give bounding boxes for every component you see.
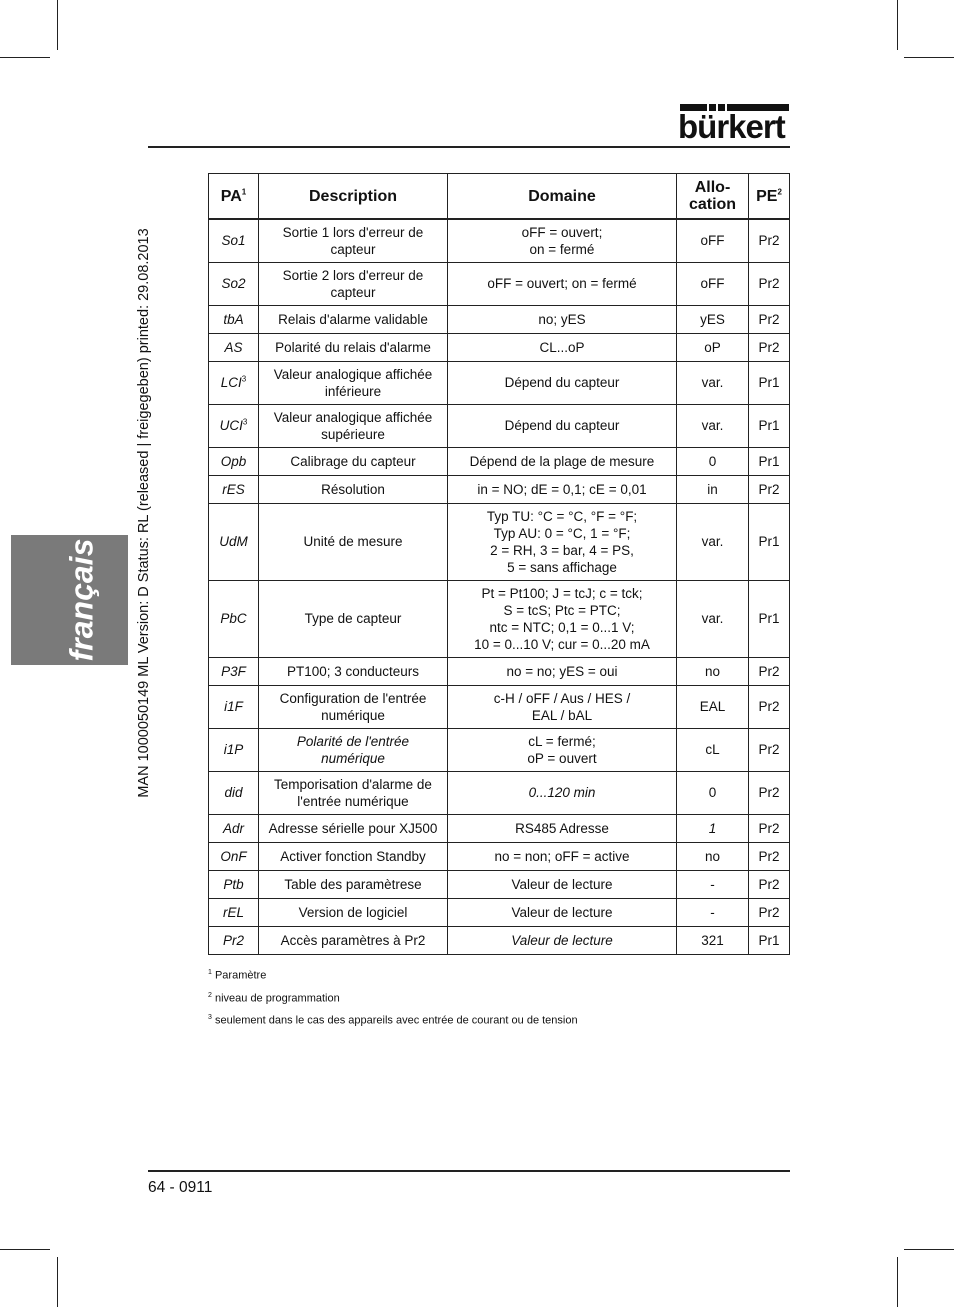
cell-description	[259, 447, 448, 475]
cell-description	[259, 771, 448, 814]
footnote-ref: 1	[241, 187, 247, 197]
allocation-value: cL	[705, 742, 720, 757]
cell-pa	[209, 404, 259, 447]
cell-allocation	[677, 898, 749, 926]
dom-line: Valeur de lecture	[511, 904, 613, 920]
table-row	[209, 685, 790, 728]
crop-mark	[904, 57, 954, 58]
desc-line: numérique	[321, 750, 385, 766]
cell-pe	[749, 842, 790, 870]
header-rule	[148, 146, 790, 148]
footnote-text: Paramètre	[214, 969, 267, 982]
desc-line: Type de capteur	[304, 611, 402, 626]
pe-value: Pr2	[758, 663, 780, 679]
dom-line: S = tcS; Ptc = PTC;	[503, 602, 621, 618]
cell-description	[259, 404, 448, 447]
cell-domaine	[448, 475, 677, 503]
cell-description	[259, 580, 448, 657]
pa-code: Ptb	[223, 876, 244, 892]
cell-pa	[209, 305, 259, 333]
cell-pa	[209, 333, 259, 361]
desc-line: Activer fonction Standby	[280, 848, 426, 864]
cell-description	[259, 305, 448, 333]
cell-allocation	[677, 404, 749, 447]
dom-line: 5 = sans affichage	[507, 559, 617, 575]
pe-value: Pr2	[758, 785, 780, 800]
desc-line: Relais d'alarme validable	[278, 311, 428, 327]
table-header-row	[209, 174, 790, 220]
table-row	[209, 657, 790, 685]
pe-value: Pr1	[758, 375, 780, 390]
cell-pe	[749, 685, 790, 728]
allocation-value: no	[704, 663, 721, 679]
pa-code: Pr2	[222, 932, 244, 948]
pe-value: Pr1	[758, 418, 780, 433]
desc-line: Résolution	[321, 481, 385, 497]
table-row	[209, 503, 790, 580]
pe-value: Pr2	[758, 481, 780, 497]
desc-line: capteur	[330, 241, 376, 257]
desc-line: Configuration de l'entrée	[279, 690, 427, 706]
dom-line: RS485 Adresse	[515, 820, 609, 836]
pe-value: Pr2	[758, 311, 780, 327]
dom-line: Valeur de lecture	[511, 876, 613, 892]
pe-value: Pr2	[758, 848, 780, 864]
cell-domaine	[448, 404, 677, 447]
allocation-value: oFF	[700, 233, 725, 249]
desc-line: Valeur analogique affichée	[273, 409, 433, 425]
document-status-line: MAN 1000050149 ML Version: D Status: RL (released | freigegeben) printed: 29.08.2013	[136, 228, 152, 798]
footnote-text: niveau de programmation	[214, 992, 340, 1005]
cell-allocation	[677, 728, 749, 771]
cell-allocation	[677, 503, 749, 580]
pa-code: So2	[221, 276, 246, 291]
dom-line: c-H / oFF / Aus / HES /	[493, 690, 631, 706]
cell-pe	[749, 305, 790, 333]
cell-domaine	[448, 657, 677, 685]
cell-allocation	[677, 870, 749, 898]
cell-description	[259, 361, 448, 404]
pa-code: Opb	[220, 453, 247, 469]
cell-pe	[749, 447, 790, 475]
table-row	[209, 842, 790, 870]
allocation-value: var.	[701, 611, 724, 626]
allocation-value: 321	[701, 932, 724, 948]
footnote-number: 3	[208, 1014, 212, 1022]
logo-text: bürkert	[678, 108, 785, 145]
crop-mark	[897, 1257, 898, 1307]
table-row	[209, 926, 790, 954]
dom-line: oP = ouvert	[527, 750, 597, 766]
cell-description	[259, 870, 448, 898]
cell-description	[259, 728, 448, 771]
table-row	[209, 219, 790, 262]
cell-domaine	[448, 361, 677, 404]
pa-code: rES	[222, 481, 245, 497]
dom-line: on = fermé	[529, 241, 595, 257]
cell-pe	[749, 771, 790, 814]
desc-line: inférieure	[324, 383, 382, 399]
cell-allocation	[677, 771, 749, 814]
header-allocation-line: cation	[688, 196, 737, 213]
allocation-value: -	[710, 876, 715, 892]
footnote	[208, 963, 578, 986]
cell-description	[259, 657, 448, 685]
footer-rule	[148, 1170, 790, 1172]
cell-pe	[749, 333, 790, 361]
cell-pa	[209, 503, 259, 580]
crop-mark	[57, 0, 58, 50]
desc-line: Temporisation d'alarme de	[274, 776, 432, 792]
cell-pe	[749, 657, 790, 685]
dom-line: Pt = Pt100; J = tcJ; c = tck;	[481, 585, 643, 601]
cell-pa	[209, 842, 259, 870]
cell-pe	[749, 814, 790, 842]
cell-description	[259, 333, 448, 361]
cell-allocation	[677, 447, 749, 475]
header-domaine: Domaine	[448, 174, 677, 220]
pe-value: Pr2	[758, 233, 780, 249]
cell-description	[259, 842, 448, 870]
dom-line: in = NO; dE = 0,1; cE = 0,01	[477, 481, 647, 497]
allocation-value: EAL	[699, 699, 726, 714]
cell-allocation	[677, 305, 749, 333]
header-allocation	[677, 174, 749, 220]
cell-domaine	[448, 728, 677, 771]
pe-value: Pr2	[758, 276, 780, 291]
cell-domaine	[448, 898, 677, 926]
desc-line: Calibrage du capteur	[290, 453, 416, 469]
cell-domaine	[448, 870, 677, 898]
cell-allocation	[677, 685, 749, 728]
dom-line: EAL / bAL	[531, 707, 593, 723]
pe-value: Pr2	[758, 339, 780, 355]
pa-code: So1	[221, 233, 246, 249]
cell-description	[259, 685, 448, 728]
cell-allocation	[677, 361, 749, 404]
cell-domaine	[448, 771, 677, 814]
allocation-value: yES	[700, 311, 725, 327]
dom-line: 0...120 min	[528, 785, 596, 800]
cell-allocation	[677, 814, 749, 842]
footnote-ref: 3	[242, 417, 248, 427]
table-row	[209, 447, 790, 475]
desc-line: Valeur analogique affichée	[273, 366, 433, 382]
pa-code: i1F	[224, 699, 243, 714]
cell-allocation	[677, 842, 749, 870]
dom-line: no; yES	[538, 311, 586, 327]
crop-mark	[897, 0, 898, 50]
dom-line: oFF = ouvert;	[521, 224, 603, 240]
footnote-text: seulement dans le cas des appareils avec entrée de courant ou de tension	[214, 1014, 578, 1027]
crop-mark	[57, 1257, 58, 1307]
header-allocation-line: Allo-	[694, 179, 731, 196]
dom-line: Typ AU: 0 = °C, 1 = °F;	[493, 525, 631, 541]
table-row	[209, 404, 790, 447]
cell-pa	[209, 580, 259, 657]
cell-pa	[209, 361, 259, 404]
header-pe	[749, 174, 790, 220]
cell-pa	[209, 447, 259, 475]
pa-code: i1P	[223, 742, 244, 757]
cell-description	[259, 814, 448, 842]
cell-allocation	[677, 262, 749, 305]
allocation-value: 0	[708, 453, 717, 469]
cell-pe	[749, 926, 790, 954]
table-row	[209, 305, 790, 333]
footnote-ref: 3	[241, 374, 247, 384]
desc-line: Sortie 1 lors d'erreur de	[282, 224, 424, 240]
pa-code: tbA	[223, 311, 244, 327]
dom-line: Valeur de lecture	[511, 932, 613, 948]
desc-line: Polarité de l'entrée	[296, 733, 410, 749]
table-row	[209, 814, 790, 842]
crop-mark	[904, 1249, 954, 1250]
pa-code: LCI	[220, 375, 242, 390]
dom-line: no = no; yES = oui	[506, 663, 618, 679]
footnote-ref: 2	[777, 187, 782, 197]
table-row	[209, 580, 790, 657]
footnote	[208, 986, 578, 1009]
pa-code: AS	[224, 339, 243, 355]
table-row	[209, 262, 790, 305]
dom-line: Typ TU: °C = °C, °F = °F;	[486, 508, 638, 524]
cell-allocation	[677, 333, 749, 361]
pe-value: Pr2	[758, 876, 780, 892]
cell-pa	[209, 685, 259, 728]
burkert-logo	[678, 104, 790, 145]
cell-pe	[749, 361, 790, 404]
header-pa-label: PA	[220, 187, 242, 205]
cell-pa	[209, 262, 259, 305]
cell-pa	[209, 475, 259, 503]
pa-code: UCI	[219, 418, 243, 433]
crop-mark	[0, 57, 50, 58]
pe-value: Pr2	[758, 742, 780, 757]
table-row	[209, 361, 790, 404]
pe-value: Pr1	[758, 932, 780, 948]
allocation-value: oFF	[700, 276, 725, 291]
cell-pa	[209, 814, 259, 842]
desc-line: Table des paramètrese	[284, 876, 422, 892]
cell-pe	[749, 404, 790, 447]
cell-pe	[749, 475, 790, 503]
dom-line: ntc = NTC; 0,1 = 0...1 V;	[489, 619, 635, 635]
allocation-value: 0	[708, 785, 717, 800]
cell-domaine	[448, 842, 677, 870]
desc-line: Sortie 2 lors d'erreur de	[282, 267, 424, 283]
allocation-value: var.	[701, 534, 724, 549]
table-row	[209, 898, 790, 926]
table-row	[209, 870, 790, 898]
footnote-number: 1	[208, 969, 212, 976]
cell-domaine	[448, 926, 677, 954]
cell-allocation	[677, 219, 749, 262]
pa-code: OnF	[220, 848, 247, 864]
desc-line: Adresse sérielle pour XJ500	[268, 820, 438, 836]
dom-line: oFF = ouvert; on = fermé	[487, 276, 637, 291]
pe-value: Pr2	[758, 699, 780, 714]
desc-line: capteur	[330, 284, 376, 300]
dom-line: no = non; oFF = active	[494, 848, 630, 864]
table-body	[209, 219, 790, 954]
cell-pa	[209, 870, 259, 898]
cell-pa	[209, 219, 259, 262]
desc-line: PT100; 3 conducteurs	[286, 663, 420, 679]
pe-value: Pr1	[758, 453, 780, 469]
cell-domaine	[448, 333, 677, 361]
dom-line: cL = fermé;	[528, 733, 596, 749]
pa-code: UdM	[219, 534, 248, 549]
cell-description	[259, 219, 448, 262]
cell-domaine	[448, 580, 677, 657]
allocation-value: var.	[701, 375, 724, 390]
header-pa	[209, 174, 259, 220]
table-row	[209, 771, 790, 814]
desc-line: Polarité du relais d'alarme	[275, 339, 431, 355]
cell-pa	[209, 728, 259, 771]
allocation-value: -	[710, 904, 715, 920]
cell-domaine	[448, 814, 677, 842]
cell-domaine	[448, 262, 677, 305]
cell-description	[259, 262, 448, 305]
cell-pe	[749, 503, 790, 580]
dom-line: Dépend du capteur	[504, 375, 620, 390]
language-tab-label: français	[63, 538, 100, 662]
pe-value: Pr2	[758, 904, 780, 920]
pe-value: Pr2	[758, 820, 780, 836]
cell-pe	[749, 219, 790, 262]
allocation-value: var.	[701, 418, 724, 433]
cell-pa	[209, 771, 259, 814]
allocation-value: 1	[708, 820, 717, 836]
cell-pe	[749, 898, 790, 926]
cell-domaine	[448, 685, 677, 728]
allocation-value: oP	[704, 339, 721, 355]
header-pe-label: PE	[756, 187, 778, 205]
pa-code: rEL	[222, 904, 244, 920]
header-description: Description	[259, 174, 448, 220]
cell-pe	[749, 870, 790, 898]
footnote	[208, 1008, 578, 1031]
table-row	[209, 475, 790, 503]
cell-domaine	[448, 503, 677, 580]
table-row	[209, 333, 790, 361]
cell-allocation	[677, 580, 749, 657]
desc-line: Version de logiciel	[298, 904, 408, 920]
cell-domaine	[448, 219, 677, 262]
cell-allocation	[677, 475, 749, 503]
dom-line: Dépend de la plage de mesure	[469, 453, 655, 469]
parameter-table	[208, 173, 790, 955]
cell-description	[259, 503, 448, 580]
pe-value: Pr1	[758, 534, 780, 549]
cell-allocation	[677, 926, 749, 954]
dom-line: 2 = RH, 3 = bar, 4 = PS,	[490, 542, 634, 558]
footnotes	[208, 963, 578, 1031]
table-row	[209, 728, 790, 771]
desc-line: numérique	[321, 707, 385, 723]
cell-allocation	[677, 657, 749, 685]
cell-domaine	[448, 305, 677, 333]
pa-code: Adr	[222, 820, 244, 836]
footnote-number: 2	[208, 991, 212, 999]
cell-pa	[209, 926, 259, 954]
cell-pe	[749, 728, 790, 771]
desc-line: l'entrée numérique	[297, 793, 409, 809]
desc-line: supérieure	[321, 426, 385, 442]
dom-line: Dépend du capteur	[504, 418, 620, 433]
cell-pa	[209, 657, 259, 685]
cell-description	[259, 926, 448, 954]
allocation-value: in	[707, 481, 718, 497]
dom-line: CL...oP	[539, 339, 585, 355]
cell-description	[259, 475, 448, 503]
pe-value: Pr1	[758, 611, 780, 626]
pa-code: PbC	[220, 611, 247, 626]
page-number: 64 - 0911	[148, 1179, 213, 1196]
dom-line: 10 = 0...10 V; cur = 0...20 mA	[474, 636, 650, 652]
pa-code: did	[224, 785, 243, 800]
cell-pe	[749, 262, 790, 305]
allocation-value: no	[704, 848, 721, 864]
cell-domaine	[448, 447, 677, 475]
cell-pe	[749, 580, 790, 657]
desc-line: Unité de mesure	[303, 534, 403, 549]
cell-description	[259, 898, 448, 926]
pa-code: P3F	[221, 663, 246, 679]
cell-pa	[209, 898, 259, 926]
desc-line: Accès paramètres à Pr2	[280, 932, 426, 948]
crop-mark	[0, 1249, 50, 1250]
